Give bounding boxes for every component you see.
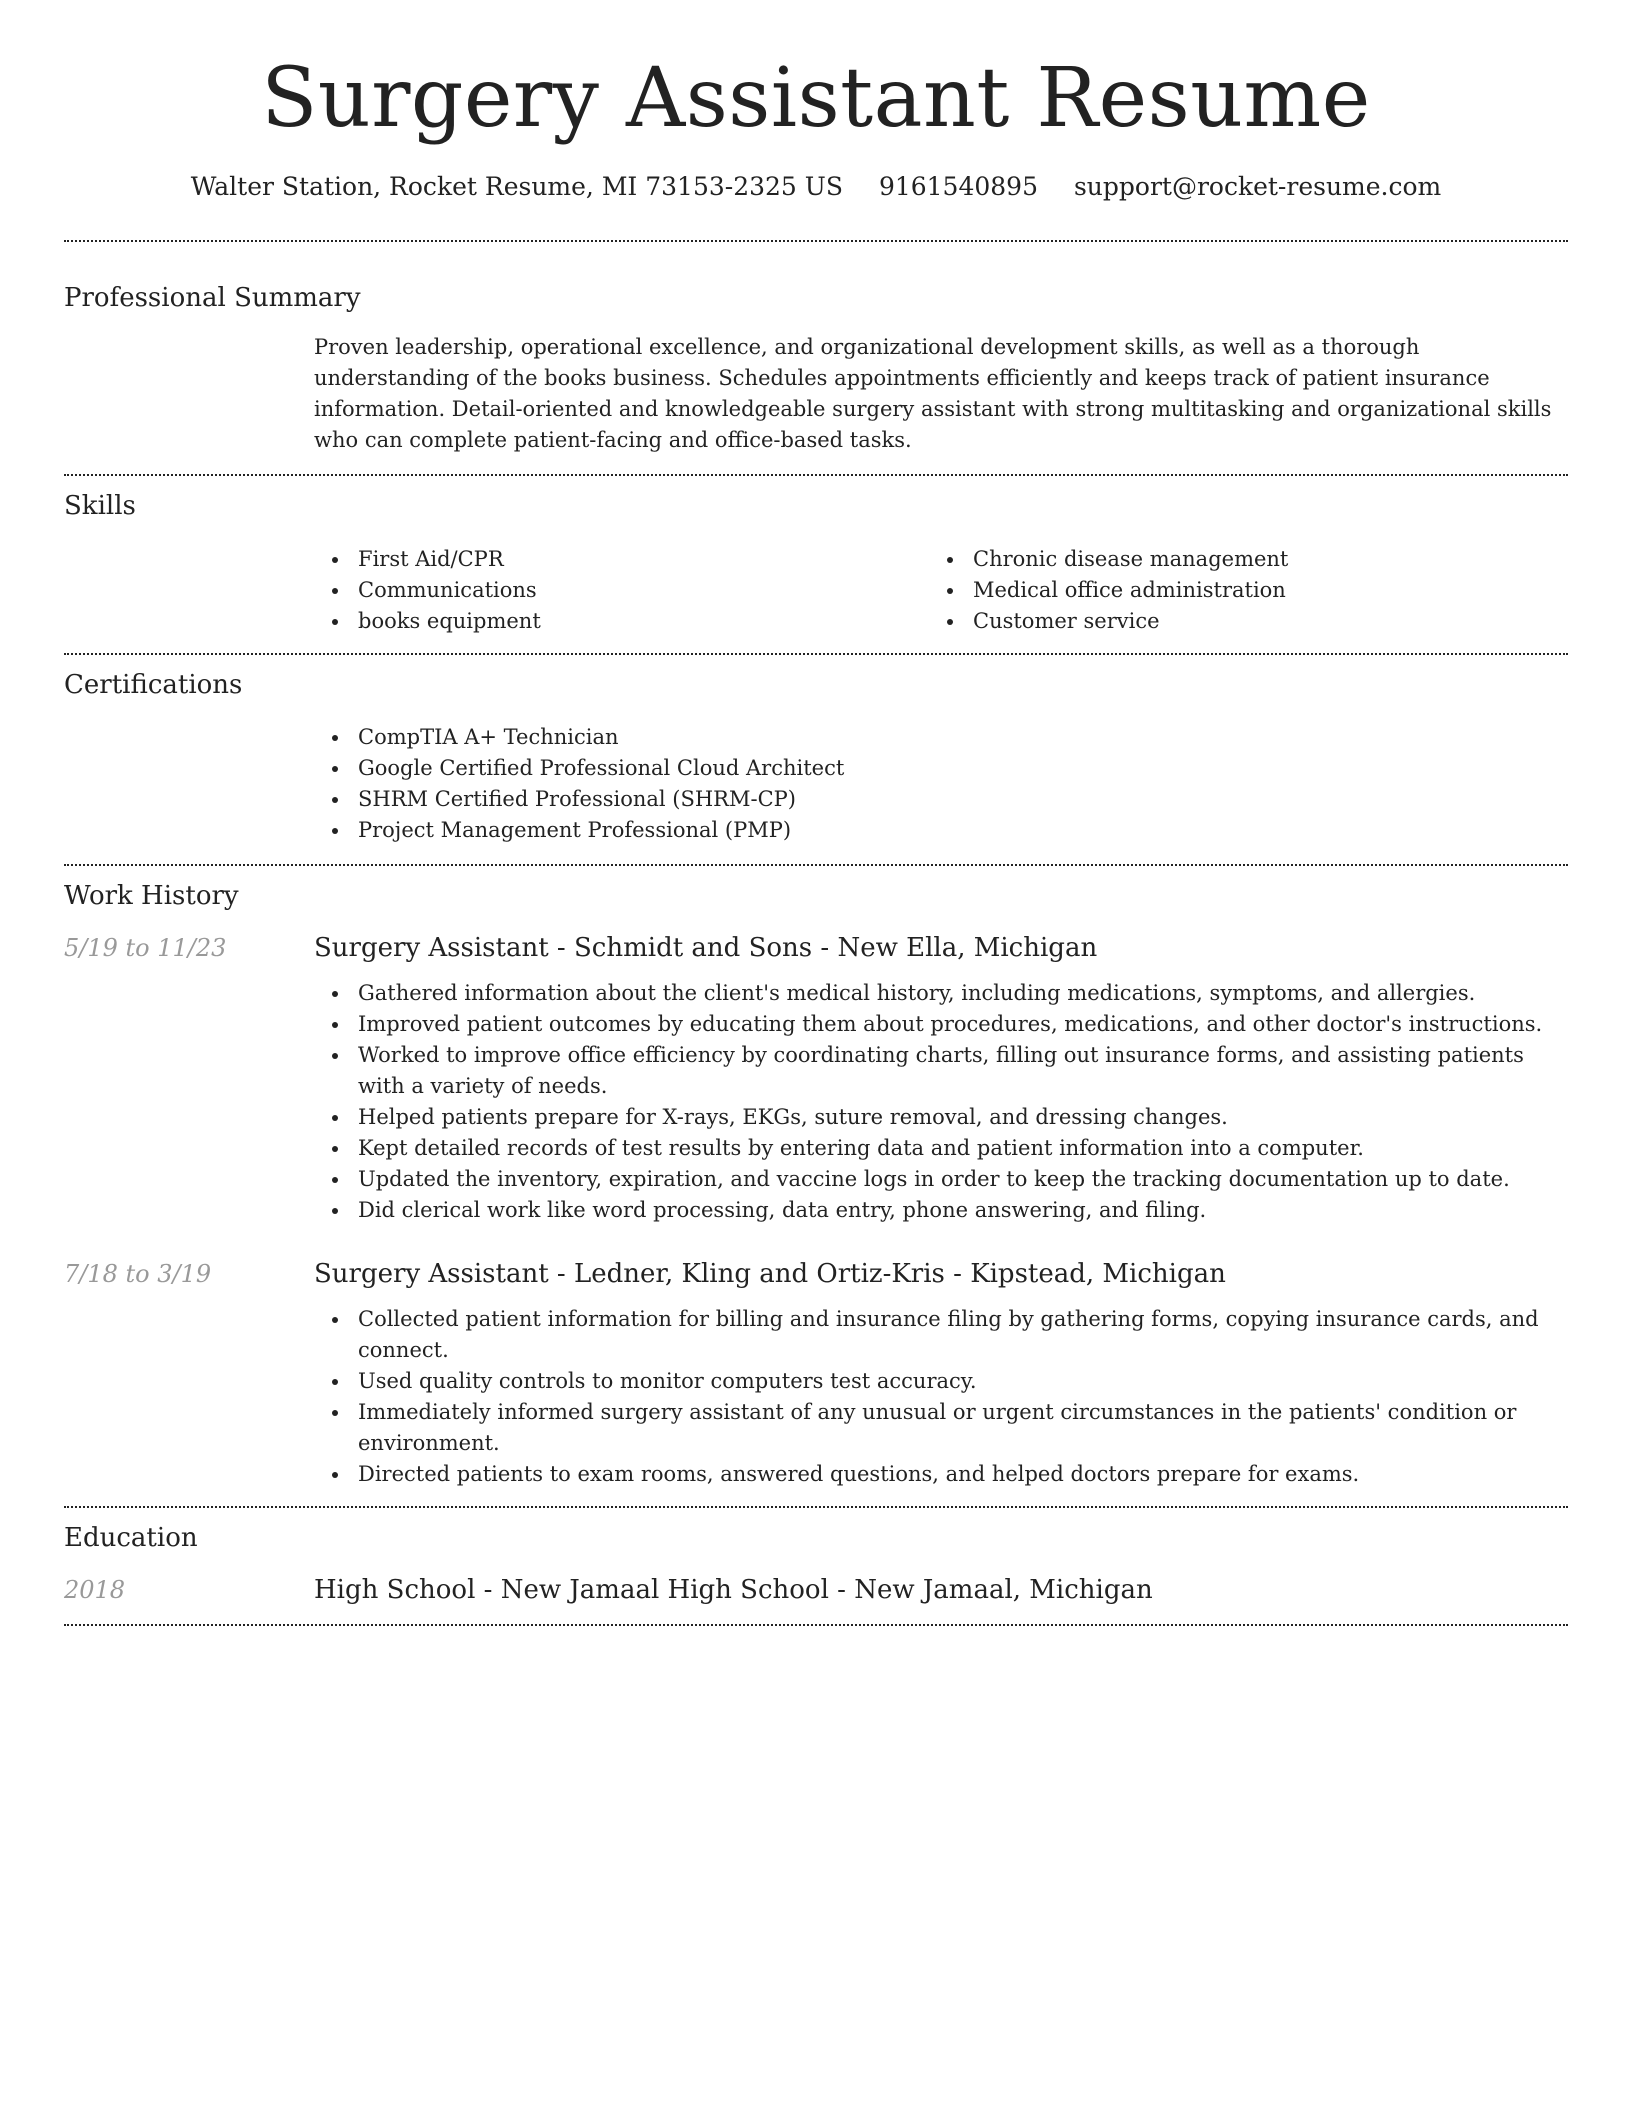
- skill-item: books equipment: [314, 606, 929, 637]
- job-duty: Improved patient outcomes by educating them about procedures, medications, and other doctor's instructions.: [314, 1009, 1568, 1040]
- summary-text: Proven leadership, operational excellence, and organizational development skills, as well as a thorough understanding of the books business. Schedules appointments efficiently and keeps track of patient insurance information. Detail-oriented and knowledgeable surgery assistant with strong multitasking and organizational skills who can complete patient-facing and office-based tasks.: [314, 334, 1552, 452]
- summary-section: [64, 242, 1568, 474]
- job-entry: [64, 1226, 1568, 1506]
- contact-phone: 9161540895: [878, 172, 1038, 201]
- summary-heading: Professional Summary: [64, 283, 361, 313]
- job-duties-list: [314, 966, 1568, 1226]
- job-role: Surgery Assistant: [314, 933, 549, 964]
- job-duty: Helped patients prepare for X-rays, EKGs, suture removal, and dressing changes.: [314, 1102, 1568, 1133]
- job-duty: Used quality controls to monitor computers test accuracy.: [314, 1366, 1568, 1397]
- job-duty: Updated the inventory, expiration, and vaccine logs in order to keep the tracking documentation up to date.: [314, 1164, 1568, 1195]
- job-employer-location: - Schmidt and Sons - New Ella, Michigan: [548, 933, 1098, 964]
- resume-title: Surgery Assistant Resume: [261, 51, 1371, 146]
- job-duty: Directed patients to exam rooms, answered questions, and helped doctors prepare for exams.: [314, 1459, 1568, 1490]
- contact-email: support@rocket-resume.com: [1073, 172, 1442, 201]
- certifications-heading: Certifications: [64, 669, 243, 700]
- certifications-section: [64, 655, 1568, 865]
- education-degree: High School: [314, 1574, 476, 1605]
- job-employer-location: - Ledner, Kling and Ortiz-Kris - Kipstead, Michigan: [548, 1259, 1226, 1290]
- job-duty: Gathered information about the client's medical history, including medications, symptoms, and allergies.: [314, 978, 1568, 1009]
- skill-item: First Aid/CPR: [314, 544, 929, 575]
- work-history-heading: Work History: [64, 881, 239, 912]
- education-title: [314, 1572, 1568, 1608]
- job-duty: Collected patient information for billing and insurance filing by gathering forms, copying insurance cards, and connect.: [314, 1304, 1568, 1366]
- certification-item: Project Management Professional (PMP): [314, 815, 1568, 846]
- job-role: Surgery Assistant: [314, 1259, 549, 1290]
- job-entry: [64, 914, 1568, 1226]
- job-duty: Immediately informed surgery assistant of any unusual or urgent circumstances in the patients' condition or environment.: [314, 1397, 1568, 1459]
- skills-list-left: [314, 544, 929, 637]
- skill-item: Medical office administration: [929, 575, 1544, 606]
- job-duty: Did clerical work like word processing, data entry, phone answering, and filing.: [314, 1195, 1568, 1226]
- job-dates: 5/19 to 11/23: [64, 934, 227, 963]
- skill-item: Chronic disease management: [929, 544, 1544, 575]
- job-title: [314, 930, 1568, 966]
- certification-item: CompTIA A+ Technician: [314, 722, 1568, 753]
- skill-item: Customer service: [929, 606, 1544, 637]
- education-date: 2018: [64, 1575, 126, 1604]
- skill-item: Communications: [314, 575, 929, 606]
- skills-heading: Skills: [64, 490, 136, 521]
- job-dates: 7/18 to 3/19: [64, 1260, 212, 1289]
- contact-line: [64, 172, 1568, 202]
- education-heading: Education: [64, 1523, 198, 1554]
- job-duty: Worked to improve office efficiency by coordinating charts, filling out insurance forms, and assisting patients with a variety of needs.: [314, 1040, 1568, 1102]
- job-title: [314, 1256, 1568, 1292]
- contact-address: Walter Station, Rocket Resume, MI 73153-2325 US: [190, 172, 843, 201]
- job-duty: Kept detailed records of test results by entering data and patient information into a computer.: [314, 1133, 1568, 1164]
- certifications-list: [314, 722, 1568, 846]
- job-duties-list: [314, 1292, 1568, 1490]
- education-school-location: - New Jamaal High School - New Jamaal, Michigan: [475, 1574, 1153, 1605]
- work-history-section: [64, 866, 1568, 1506]
- skills-list-right: [929, 544, 1544, 637]
- certification-item: Google Certified Professional Cloud Architect: [314, 753, 1568, 784]
- divider: [64, 1624, 1568, 1626]
- certification-item: SHRM Certified Professional (SHRM-CP): [314, 784, 1568, 815]
- education-entry: [64, 1556, 1568, 1624]
- resume-page: [64, 0, 1568, 1626]
- education-section: [64, 1508, 1568, 1624]
- skills-section: [64, 476, 1568, 653]
